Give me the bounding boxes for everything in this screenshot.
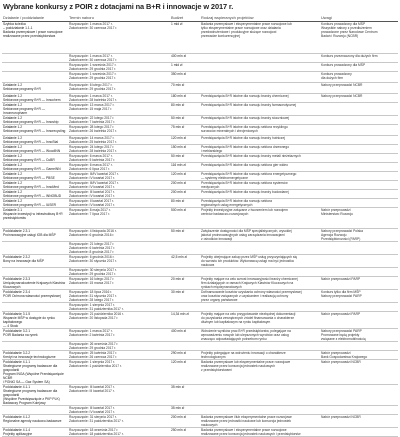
- table-row: [2, 21, 398, 53]
- cell-notes: [320, 427, 398, 436]
- cell-deadline: Rozpoczęcie: 1 marca 2017 r. Zakończenie: 2 kwietnia 2017 r.: [68, 328, 170, 341]
- cell-project-type: [200, 82, 320, 93]
- cell-deadline: Rozpoczęcie: 14 marca 2017 r. Zakończenie: 25 kwietnia 2017 r.: [68, 135, 170, 144]
- cell-notes: Nabór przeprowadzi PARP: [320, 276, 398, 289]
- cell-measure: Działanie 1.2 Sektorowe programy B+R — InnoStal: [2, 135, 68, 144]
- cell-budget: 14,34 mln zł: [170, 311, 200, 328]
- cell-measure: [2, 241, 68, 254]
- cell-notes: [320, 180, 398, 189]
- cell-measure: Działanie 1.2 Sektorowe programy B+R — IUSER: [2, 198, 68, 207]
- cell-budget: 200 mln zł: [170, 189, 200, 198]
- cell-budget: 1 mld zł: [170, 21, 200, 53]
- cell-project-type: [200, 341, 320, 350]
- cell-project-type: [200, 405, 320, 414]
- table-row: [2, 241, 398, 254]
- cell-measure: Poddziałanie 4.1.1 Strategiczne programy badawcze dla gospodarki (Wspólne Przedsięwzięcie z PKP PLK) Badawczy Program Kolejowy: [2, 384, 68, 405]
- cell-measure: [2, 302, 68, 311]
- cell-notes: Konkurs tylko dla firm MŚP Nabory przeprowadzi PARP: [320, 289, 398, 302]
- cell-measure: [2, 405, 68, 414]
- cell-notes: [320, 144, 398, 153]
- table-row: [2, 311, 398, 328]
- cell-budget: 120 mln zł: [170, 135, 200, 144]
- cell-budget: 1 mld zł: [170, 62, 200, 71]
- table-row: [2, 350, 398, 359]
- cell-notes: [320, 171, 398, 180]
- cell-notes: Nabór przeprowadzi Ministerstwo Rozwoju: [320, 207, 398, 228]
- cell-notes: [320, 384, 398, 405]
- cell-deadline: Rozpoczęcie: 1 sierpnia 2017 r. Zakończenie: 31 października 2017 r.: [68, 302, 170, 311]
- grants-table: [2, 12, 398, 437]
- cell-notes: [320, 115, 398, 124]
- cell-budget: 500 mln zł: [170, 207, 200, 228]
- cell-deadline: Rozpoczęcie: 21 października 2016 r. Zakończenie: 20 listopada 2017 r.: [68, 311, 170, 328]
- table-row: [2, 53, 398, 62]
- cell-measure: Działanie 1.2 Sektorowe programy B+R — Innorecycling: [2, 124, 68, 135]
- page-title: Wybrane konkursy z POIR z dotacjami na B+R i innowacje w 2017 r.: [3, 2, 234, 11]
- cell-deadline: Rozpoczęcie: 16 lutego 2017 r. Zakończenie: 15 marca 2017 r.: [68, 276, 170, 289]
- cell-project-type: Dofinansowanie kosztów uzyskania ochrony własności przemysłowej oraz kosztów związanych z uzyskaniem i realizacją ochrony przez organy państwowe: [200, 289, 320, 302]
- cell-deadline: Rozpoczęcie: 22 lutego 2017 r. Zakończenie: 7 kwietnia 2017 r.: [68, 115, 170, 124]
- cell-project-type: Wdrożenie wyników prac B+R przedsiębiorstw, polegające na wprowadzeniu nowych lub ulepszonych wyrobów oraz usług znacząco odpowiadających potrzebom rynku: [200, 328, 320, 341]
- cell-budget: [170, 267, 200, 276]
- cell-budget: [170, 302, 200, 311]
- cell-project-type: Zwiększenie dostępności dla MŚP specjalistycznych, wysokiej jakości proinnowacyjnych usług zarządzania innowacjami z ośrodków innowacji: [200, 228, 320, 241]
- cell-budget: 400 mln zł: [170, 53, 200, 62]
- table-row: [2, 384, 398, 405]
- cell-project-type: Projekty inwestycyjne związane z tworzeniem lub rozwojem centrów badawczo-rozwojowych: [200, 207, 320, 228]
- table-row: [2, 302, 398, 311]
- cell-project-type: Przedsięwzięcia B+R istotne dla rozwoju branży budowlanej: [200, 189, 320, 198]
- cell-deadline: Rozpoczęcie: 31 sierpnia 2017 r. Zakończenie: 31 października 2017 r.: [68, 414, 170, 427]
- cell-notes: [320, 135, 398, 144]
- cell-deadline: Rozpoczęcie: 6 grudnia 2016 r. Zakończenie: 30 stycznia 2017 r.: [68, 254, 170, 267]
- cell-budget: 35 mln zł: [170, 405, 200, 414]
- cell-notes: [320, 341, 398, 350]
- table-row: [2, 189, 398, 198]
- cell-project-type: Badania przemysłowe lub eksperymentalne prace rozwojowe realizowane przez konsorcja jednostek naukowych z przedsiębiorstwami: [200, 359, 320, 384]
- cell-deadline: Rozpoczęcie: 13 marca 2017 r. Zakończenie: 15 maja 2017 r.: [68, 102, 170, 115]
- cell-measure: Działanie 2.1 Wsparcie inwestycji w infrastrukturę B+R przedsiębiorstw: [2, 207, 68, 228]
- cell-project-type: Badania przemysłowe i/lub eksperymentalne prace rozwojowe realizowane przez jednostki naukowe lub konsorcja jednostek naukowych: [200, 414, 320, 427]
- table-row: [2, 328, 398, 341]
- table-row: [2, 405, 398, 414]
- cell-notes: Nabór przeprowadzi Bank Gospodarstwa Krajowego: [320, 350, 398, 359]
- table-row: [2, 276, 398, 289]
- cell-deadline: Rozpoczęcie: 1 września 2017 r. Zakończenie: 29 grudnia 2017 r.: [68, 71, 170, 82]
- table-row: [2, 171, 398, 180]
- cell-notes: Konkurs prowadzony dla MŚP: [320, 62, 398, 71]
- table-row: [2, 198, 398, 207]
- cell-measure: [2, 71, 68, 82]
- cell-deadline: Rozpoczęcie: 1 września 2017 r. Zakończenie: 29 grudnia 2017 r.: [68, 62, 170, 71]
- cell-measure: Działanie 1.2 Sektorowe programy B+R — InnoMed: [2, 180, 68, 189]
- table-row: [2, 427, 398, 436]
- cell-budget: 80 mln zł: [170, 198, 200, 207]
- table-row: [2, 115, 398, 124]
- cell-deadline: Rozpoczęcie: 18 lipca 2016 r. Zakończenie: 31 stycznia 2017 r. Zakończenie: 28 lutego 2017 r.: [68, 289, 170, 302]
- cell-notes: [320, 302, 398, 311]
- table-row: [2, 162, 398, 171]
- cell-project-type: [200, 302, 320, 311]
- cell-budget: 30 mln zł: [170, 289, 200, 302]
- cell-measure: Działanie 1.2 Sektorowe programy B+R: [2, 82, 68, 93]
- cell-notes: [320, 241, 398, 254]
- table-body: [2, 21, 398, 436]
- cell-budget: 120 mln zł: [170, 359, 200, 384]
- cell-deadline: Rozpoczęcie: 8 maja 2017 r. Zakończenie: 7 lipca 2017 r.: [68, 207, 170, 228]
- table-row: [2, 153, 398, 162]
- cell-notes: Konkurs prowadzony dla dużych firm: [320, 71, 398, 82]
- cell-measure: Poddziałanie 3.2.1 POIR Badania na rynek: [2, 328, 68, 341]
- cell-deadline: Rozpoczęcie: 30 sierpnia 2017 r. Zakończenie: 29 grudnia 2017 r.: [68, 267, 170, 276]
- cell-project-type: [200, 267, 320, 276]
- cell-measure: Działanie 1.2 Sektorowe programy B+R — Innochem: [2, 93, 68, 102]
- table-row: [2, 144, 398, 153]
- cell-budget: 50 mln zł: [170, 153, 200, 162]
- cell-notes: [320, 124, 398, 135]
- cell-notes: [320, 267, 398, 276]
- cell-budget: 250 mln zł: [170, 427, 200, 436]
- table-row: [2, 289, 398, 302]
- cell-deadline: Rozpoczęcie: 1 marca 2017 r. Zakończenie: 28 kwietnia 2017 r.: [68, 93, 170, 102]
- cell-project-type: Przedsięwzięcia B+R istotne dla rozwoju sektora systemów medycznych: [200, 180, 320, 189]
- cell-deadline: Rozpoczęcie: 21 lutego 2017 r. Zakończenie: 6 kwietnia 2017 r. Zakończenie: 8 grudnia 2017 r.: [68, 241, 170, 254]
- cell-project-type: Projekty polegające na wdrożeniu innowacji o charakterze technologicznym: [200, 350, 320, 359]
- cell-deadline: Rozpoczęcie: 25 kwietnia 2017 r. Zakończenie: 26 czerwca 2017 r.: [68, 350, 170, 359]
- cell-budget: 200 mln zł: [170, 180, 200, 189]
- cell-budget: 400 mln zł: [170, 328, 200, 341]
- cell-notes: Nabory przeprowadzi NCBR: [320, 82, 398, 93]
- cell-budget: 120 mln zł: [170, 171, 200, 180]
- cell-project-type: Przedsięwzięcia B+R istotne dla rozwoju sektora energetycznego — systemy elektroenergetyczne: [200, 171, 320, 180]
- cell-notes: [320, 162, 398, 171]
- cell-budget: 50 mln zł: [170, 228, 200, 241]
- cell-notes: Nabór przeprowadzi NCBR: [320, 414, 398, 427]
- cell-deadline: Rozpoczęcie: 1 sierpnia 2017 r. Zakończenie: 1 października 2017 r.: [68, 359, 170, 384]
- cell-measure: Szybka ścieżka – poddziałanie 1.1.1 Badania przemysłowe i prace rozwojowe realizowane przez przedsiębiorstwa: [2, 21, 68, 53]
- table-row: [2, 228, 398, 241]
- cell-notes: Konkurs prowadzony dla MŚP Wszystkie nabory z przedłużeniem prowadzone przez Narodowe Centrum Badań i Rozwoju (NCBR): [320, 21, 398, 53]
- cell-project-type: Badania przemysłowe i eksperymentalne prace rozwojowe lub tylko eksperymentalne prace rozwojowe oraz działania przedwdrożeniowe i produkcyjne służące rozwojowi przewadze konkurencyjnej: [200, 21, 320, 53]
- cell-budget: 70 mln zł: [170, 82, 200, 93]
- table-row: [2, 93, 398, 102]
- cell-measure: [2, 53, 68, 62]
- cell-project-type: Przedsięwzięcia B+R istotne dla rozwoju branży metali nieżelaznych: [200, 153, 320, 162]
- table-row: [2, 341, 398, 350]
- cell-measure: Poddziałanie 4.1.1 Strategiczne programy badawcze dla gospodarki Program INGA (Wspólne Przedsięwzięcie NCBR i PGNiG SA — Gaz System SA): [2, 359, 68, 384]
- cell-project-type: Projekty mające na celu wzrost innowacyjności branży chemicznej firm działających w ramach Krajowych Klastrów Kluczowych na rynkach międzynarodowych: [200, 276, 320, 289]
- table-row: [2, 267, 398, 276]
- cell-measure: Poddziałanie 2.3.2 Bony na innowacje dla MŚP: [2, 254, 68, 267]
- header-project-type: Rodzaj wspieranych projektów: [200, 12, 320, 21]
- table-row: [2, 207, 398, 228]
- cell-deadline: Rozpoczęcie: III/IV kwartał 2017 r. Zakończenie: IV kwartał 2017 r.: [68, 180, 170, 189]
- cell-budget: 50 mln zł: [170, 115, 200, 124]
- cell-deadline: Rozpoczęcie: 18 września 2017 r. Zakończenie: 18 października 2017 r.: [68, 427, 170, 436]
- cell-project-type: [200, 241, 320, 254]
- cell-deadline: Rozpoczęcie: 24 lutego 2017 r. Zakończenie: 28 kwietnia 2017 r.: [68, 144, 170, 153]
- cell-budget: [170, 341, 200, 350]
- cell-project-type: Badania przemysłowe i eksperymentalne prace rozwojowe realizowane przez konsorcja jednostek naukowych i przedsiębiorstw: [200, 427, 320, 436]
- cell-deadline: Rozpoczęcie: 1 marca 2017 r. Zakończenie: 30 czerwca 2017 r.: [68, 21, 170, 53]
- cell-project-type: Przedsięwzięcia B+R istotne dla rozwoju sektora recyklingu surowców mineralnych i zbrojeniowych: [200, 124, 320, 135]
- cell-budget: [170, 241, 200, 254]
- header-budget: Budżet: [170, 12, 200, 21]
- cell-budget: 42,5 mln zł: [170, 254, 200, 267]
- cell-project-type: Projekty mające na celu przygotowanie niezbędnej dokumentacji do pozyskania zewnętrznych źródeł finansowania o charakterze dłużnym lub kapitałowym na rynku kapitałowym: [200, 311, 320, 328]
- cell-budget: 150 mln zł: [170, 144, 200, 153]
- cell-budget: 180 mln zł: [170, 93, 200, 102]
- cell-notes: [320, 102, 398, 115]
- cell-notes: [320, 254, 398, 267]
- cell-project-type: Przedsięwzięcia B+R istotne dla rozwoju branży stoczniowej: [200, 115, 320, 124]
- cell-deadline: Rozpoczęcie: II kwartał 2017 r. Zakończenie: IV kwartał 2017 r.: [68, 198, 170, 207]
- cell-measure: [2, 341, 68, 350]
- cell-measure: Poddziałanie 3.2.2 Kredyt na innowacje technologiczne: [2, 350, 68, 359]
- cell-measure: Działanie 1.2 Sektorowe programy B+R — CuBR: [2, 153, 68, 162]
- cell-project-type: Przedsięwzięcia B+R istotne dla rozwoju sektora gier wideo: [200, 162, 320, 171]
- cell-measure: Działanie 1.2 Sektorowe programy B+R — Innoship: [2, 115, 68, 124]
- cell-notes: Konkurs przeznaczony dla dużych firm: [320, 53, 398, 62]
- cell-project-type: Projekty obejmujące zakup przez MŚP usług przyczyniających się do wzrostu ich produktów. Wykonawcą usługi ma być jednostka naukowa: [200, 254, 320, 267]
- cell-notes: Nabory przeprowadzi Polska Agencja Rozwoju Przedsiębiorczości (PARP): [320, 228, 398, 241]
- table-row: [2, 124, 398, 135]
- cell-deadline: Rozpoczęcie: III/IV kwartał 2017 r. Zakończenie: IV kwartał 2017 r.: [68, 171, 170, 180]
- cell-project-type: Przedsięwzięcia B+R istotne dla rozwoju sektora drzewnego i meblarskiego: [200, 144, 320, 153]
- cell-project-type: Przedsięwzięcia B+R istotne dla rozwoju branży farmaceutycznej: [200, 102, 320, 115]
- table-header: [2, 12, 398, 21]
- cell-measure: Działanie 1.2 Sektorowe programy B+R — WoodINN: [2, 144, 68, 153]
- cell-notes: [320, 198, 398, 207]
- cell-project-type: Przedsięwzięcia B+R istotne dla rozwoju sektora regionalnych usług energetycznych: [200, 198, 320, 207]
- cell-deadline: Rozpoczęcie: 26 września 2017 r. Zakończenie: 29 grudnia 2017 r.: [68, 341, 170, 350]
- cell-project-type: Przedsięwzięcia B+R istotne dla rozwoju branży hutniczej: [200, 135, 320, 144]
- cell-budget: 290 mln zł: [170, 350, 200, 359]
- table-row: [2, 71, 398, 82]
- cell-deadline: Rozpoczęcie: III kwartał 2017 r. Zakończenie: IV kwartał 2017 r.: [68, 189, 170, 198]
- cell-measure: Poddziałanie 3.1.5 Wsparcie MŚP w dostępie do rynku kapitałowego — 4 Stock: [2, 311, 68, 328]
- cell-measure: [2, 62, 68, 71]
- cell-measure: Działanie 1.2 Sektorowe programy B+R — PBSE: [2, 171, 68, 180]
- cell-measure: Poddziałanie 2.3.4 POIR Ochrona własności przemysłowej: [2, 289, 68, 302]
- cell-notes: Nabory przeprowadzi PARP Promowane będą projekty związane z elektromobilnością: [320, 328, 398, 341]
- cell-notes: Nabory przeprowadzi NCBR: [320, 93, 398, 102]
- table-row: [2, 135, 398, 144]
- cell-budget: 200 mln zł: [170, 414, 200, 427]
- cell-measure: Poddziałanie 2.3.3 Umiędzynarodowienie Krajowych Klastrów Kluczowych: [2, 276, 68, 289]
- cell-measure: [2, 267, 68, 276]
- table-row: [2, 82, 398, 93]
- cell-budget: 80 mln zł: [170, 102, 200, 115]
- cell-project-type: [200, 71, 320, 82]
- cell-measure: Poddziałanie 4.1.2 Regionalne agendy naukowo-badawcze: [2, 414, 68, 427]
- cell-measure: Poddziałanie 4.1.4 Projekty aplikacyjne: [2, 427, 68, 436]
- cell-measure: Działanie 1.2 Sektorowe programy B+R — Innoneuropharm: [2, 102, 68, 115]
- cell-project-type: Przedsięwzięcia B+R istotne dla rozwoju branży chemicznej: [200, 93, 320, 102]
- cell-measure: Działanie 1.2 Sektorowe programy B+R — GameINN: [2, 162, 68, 171]
- cell-budget: 35 mln zł: [170, 384, 200, 405]
- cell-budget: 75 mln zł: [170, 124, 200, 135]
- table-row: [2, 414, 398, 427]
- cell-project-type: [200, 384, 320, 405]
- cell-measure: Poddziałanie 2.3.1 Proinnowacyjne usługi IOB dla MŚP: [2, 228, 68, 241]
- table-row: [2, 254, 398, 267]
- cell-deadline: Rozpoczęcie: 6 lutego 2017 r. Zakończenie: 29 grudnia 2017 r.: [68, 82, 170, 93]
- cell-measure: Działanie 1.2 Sektorowe programy B+R — INNOBUD: [2, 189, 68, 198]
- cell-notes: Nabór przeprowadzi PARP: [320, 311, 398, 328]
- cell-notes: Nabór przeprowadzi NCBR: [320, 359, 398, 384]
- cell-deadline: Rozpoczęcie: 6 marca 2017 r. Zakończenie: 5 kwietnia 2017 r.: [68, 153, 170, 162]
- cell-deadline: Rozpoczęcie: III kwartał 2017 r. Zakończenie: III kwartał 2017 r.: [68, 384, 170, 405]
- header-notes: Uwagi: [320, 12, 398, 21]
- cell-deadline: Rozpoczęcie: 6 marca 2017 r. Zakończenie: 6 lipca 2017 r.: [68, 162, 170, 171]
- cell-deadline: Rozpoczęcie: III kwartał 2017 r. Zakończenie: IV kwartał 2017 r.: [68, 405, 170, 414]
- header-measure: Działanie / poddziałanie: [2, 12, 68, 21]
- table-row: [2, 180, 398, 189]
- cell-budget: 350 mln zł: [170, 71, 200, 82]
- cell-deadline: Rozpoczęcie: 4 listopada 2016 r. Zakończenie: 6 grudnia 2016 r.: [68, 228, 170, 241]
- cell-project-type: [200, 53, 320, 62]
- cell-budget: 116 mln zł: [170, 162, 200, 171]
- header-deadline: Termin naboru: [68, 12, 170, 21]
- cell-deadline: Rozpoczęcie: 28 lutego 2017 r. Zakończenie: 26 kwietnia 2017 r.: [68, 124, 170, 135]
- table-row: [2, 359, 398, 384]
- cell-deadline: Rozpoczęcie: 1 marca 2017 r. Zakończenie: 30 czerwca 2017 r.: [68, 53, 170, 62]
- cell-notes: [320, 153, 398, 162]
- cell-project-type: [200, 62, 320, 71]
- cell-notes: [320, 405, 398, 414]
- table-row: [2, 102, 398, 115]
- cell-budget: 20 mln zł: [170, 276, 200, 289]
- table-row: [2, 62, 398, 71]
- cell-notes: [320, 189, 398, 198]
